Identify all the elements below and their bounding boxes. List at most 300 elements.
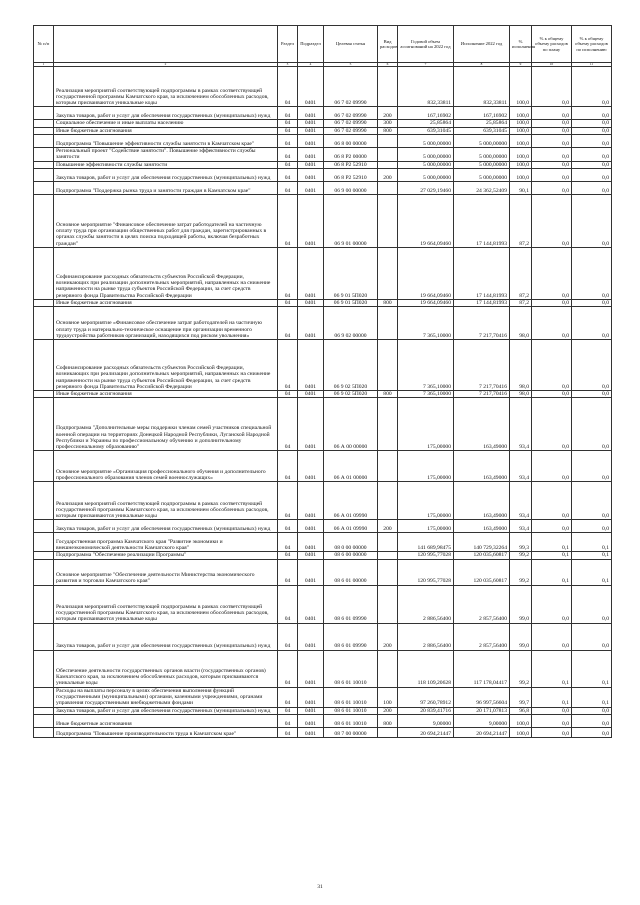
table-row bbox=[34, 120, 612, 127]
row-subsection: 0401 bbox=[298, 687, 324, 707]
row-target-article: 06 8 P2 52910 bbox=[324, 161, 378, 168]
row-target-article: 06 9 00 00000 bbox=[324, 181, 378, 194]
row-share-plan: 0,0 bbox=[532, 340, 572, 391]
row-subsection: 0401 bbox=[298, 299, 324, 306]
row-subsection: 0401 bbox=[298, 707, 324, 714]
row-subsection: 0401 bbox=[298, 181, 324, 194]
row-share-plan: 0,1 bbox=[532, 552, 572, 559]
row-expense-type: 800 bbox=[378, 714, 398, 727]
row-share-plan: 0,0 bbox=[532, 67, 572, 107]
row-expense-type bbox=[378, 650, 398, 687]
header-execution-percent: % исполнения bbox=[510, 26, 532, 63]
row-expense-type bbox=[378, 161, 398, 168]
row-execution: 163,49000 bbox=[454, 482, 510, 520]
row-number bbox=[34, 623, 54, 650]
row-execution: 167,16902 bbox=[454, 107, 510, 120]
row-section: 04 bbox=[278, 482, 298, 520]
row-subsection: 0401 bbox=[298, 161, 324, 168]
row-annual-allocation: 5 000,00000 bbox=[398, 161, 454, 168]
table-row bbox=[34, 559, 612, 585]
row-annual-allocation: 20 694,21447 bbox=[398, 727, 454, 737]
row-number bbox=[34, 120, 54, 127]
column-number: 8 bbox=[454, 63, 510, 67]
row-share-execution: 0,0 bbox=[572, 127, 612, 134]
row-subsection: 0401 bbox=[298, 559, 324, 585]
row-share-execution: 0,0 bbox=[572, 398, 612, 451]
row-section: 04 bbox=[278, 727, 298, 737]
row-share-plan: 0,0 bbox=[532, 127, 572, 134]
row-share-execution: 0,0 bbox=[572, 247, 612, 299]
table-body bbox=[34, 67, 612, 738]
row-share-plan: 0,0 bbox=[532, 307, 572, 340]
row-subsection: 0401 bbox=[298, 533, 324, 552]
page-number: 31 bbox=[317, 884, 323, 890]
row-section: 04 bbox=[278, 552, 298, 559]
row-number bbox=[34, 107, 54, 120]
row-execution-percent: 98,0 bbox=[510, 391, 532, 398]
row-share-plan: 0,0 bbox=[532, 398, 572, 451]
row-target-article: 06 А 00 00000 bbox=[324, 398, 378, 451]
table-row bbox=[34, 148, 612, 162]
row-target-article: 08 6 01 10010 bbox=[324, 687, 378, 707]
row-target-article: 06 9 01 00000 bbox=[324, 194, 378, 247]
row-execution-percent: 99,2 bbox=[510, 650, 532, 687]
row-expense-type bbox=[378, 340, 398, 391]
row-execution-percent: 87,2 bbox=[510, 299, 532, 306]
row-number bbox=[34, 148, 54, 162]
row-number bbox=[34, 127, 54, 134]
row-execution: 25,85864 bbox=[454, 120, 510, 127]
table-row bbox=[34, 391, 612, 398]
row-expense-type: 200 bbox=[378, 107, 398, 120]
row-execution: 832,33811 bbox=[454, 67, 510, 107]
row-section: 04 bbox=[278, 687, 298, 707]
row-execution: 9,00000 bbox=[454, 714, 510, 727]
row-annual-allocation: 7 365,10000 bbox=[398, 340, 454, 391]
row-number bbox=[34, 714, 54, 727]
row-section: 04 bbox=[278, 533, 298, 552]
row-section: 04 bbox=[278, 520, 298, 533]
row-expense-type: 200 bbox=[378, 707, 398, 714]
row-number bbox=[34, 451, 54, 482]
row-share-plan: 0,1 bbox=[532, 650, 572, 687]
row-share-plan: 0,0 bbox=[532, 135, 572, 148]
row-section: 04 bbox=[278, 299, 298, 306]
row-share-execution: 0,0 bbox=[572, 482, 612, 520]
table-row bbox=[34, 451, 612, 482]
row-annual-allocation: 19 664,09460 bbox=[398, 194, 454, 247]
row-execution: 163,49000 bbox=[454, 520, 510, 533]
row-execution: 163,49000 bbox=[454, 398, 510, 451]
row-share-execution: 0,0 bbox=[572, 714, 612, 727]
row-execution-percent: 99,7 bbox=[510, 687, 532, 707]
row-share-execution: 0,0 bbox=[572, 120, 612, 127]
row-subsection: 0401 bbox=[298, 482, 324, 520]
row-name: Расходы на выплаты персоналу в целях обеспечения выполнения функций государственными (муниципальными) органами, казенными учреждениями, органами управления государственными внебюджетными фондами bbox=[54, 687, 278, 707]
row-subsection: 0401 bbox=[298, 127, 324, 134]
row-share-execution: 0,0 bbox=[572, 135, 612, 148]
row-execution-percent: 96,8 bbox=[510, 707, 532, 714]
row-execution: 5 000,00000 bbox=[454, 168, 510, 181]
row-section: 04 bbox=[278, 391, 298, 398]
row-name: Подпрограмма "Повышение производительности труда в Камчатском крае" bbox=[54, 727, 278, 737]
row-subsection: 0401 bbox=[298, 107, 324, 120]
table-row bbox=[34, 623, 612, 650]
row-subsection: 0401 bbox=[298, 194, 324, 247]
row-execution-percent: 87,2 bbox=[510, 194, 532, 247]
row-target-article: 08 6 01 10010 bbox=[324, 707, 378, 714]
row-share-execution: 0,0 bbox=[572, 181, 612, 194]
row-share-plan: 0,0 bbox=[532, 120, 572, 127]
row-share-plan: 0,0 bbox=[532, 714, 572, 727]
row-execution-percent: 100,0 bbox=[510, 714, 532, 727]
row-section: 04 bbox=[278, 161, 298, 168]
row-annual-allocation: 175,00000 bbox=[398, 398, 454, 451]
row-execution-percent: 100,0 bbox=[510, 67, 532, 107]
table-row bbox=[34, 707, 612, 714]
column-number: 4 bbox=[298, 63, 324, 67]
row-target-article: 06 А 01 09990 bbox=[324, 520, 378, 533]
row-share-execution: 0,0 bbox=[572, 451, 612, 482]
row-name: Реализация мероприятий соответствующей подпрограммы в рамках соответствующей государственной программы Камчатского края, за исключением обособленных расходов, которым присваиваются уникальные коды bbox=[54, 482, 278, 520]
row-execution: 17 144,81993 bbox=[454, 194, 510, 247]
row-execution-percent: 98,0 bbox=[510, 307, 532, 340]
row-subsection: 0401 bbox=[298, 307, 324, 340]
row-section: 04 bbox=[278, 148, 298, 162]
row-execution: 117 178,04417 bbox=[454, 650, 510, 687]
row-name: Закупка товаров, работ и услуг для обеспечения государственных (муниципальных) нужд bbox=[54, 623, 278, 650]
row-section: 04 bbox=[278, 451, 298, 482]
row-annual-allocation: 167,16902 bbox=[398, 107, 454, 120]
row-execution-percent: 100,0 bbox=[510, 148, 532, 162]
row-execution: 163,49000 bbox=[454, 451, 510, 482]
header-expense-type: Вид расходов bbox=[378, 26, 398, 63]
row-name: Реализация мероприятий соответствующей подпрограммы в рамках соответствующей государственной программы Камчатского края, за исключением обособленных расходов, которым присваиваются уникальные коды bbox=[54, 67, 278, 107]
row-execution-percent: 93,4 bbox=[510, 482, 532, 520]
row-target-article: 08 6 01 09990 bbox=[324, 623, 378, 650]
row-share-execution: 0,0 bbox=[572, 391, 612, 398]
row-execution: 96 997,56604 bbox=[454, 687, 510, 707]
row-section: 04 bbox=[278, 623, 298, 650]
row-subsection: 0401 bbox=[298, 340, 324, 391]
table-row bbox=[34, 161, 612, 168]
row-execution-percent: 100,0 bbox=[510, 727, 532, 737]
row-annual-allocation: 7 365,10000 bbox=[398, 391, 454, 398]
row-expense-type: 800 bbox=[378, 127, 398, 134]
table-row bbox=[34, 194, 612, 247]
row-subsection: 0401 bbox=[298, 391, 324, 398]
row-name: Основное мероприятие «Организация профессионального обучения и дополнительного профессионального образования членов семей военнослужащих» bbox=[54, 451, 278, 482]
row-name: Обеспечение деятельности государственных органов власти (государственных органов) Камчатского края, за исключением обособленных расходов, которым присваиваются уникальные коды bbox=[54, 650, 278, 687]
row-number bbox=[34, 307, 54, 340]
row-subsection: 0401 bbox=[298, 714, 324, 727]
row-execution-percent: 98,0 bbox=[510, 340, 532, 391]
row-name: Подпрограмма "Повышение эффективности службы занятости в Камчатском крае" bbox=[54, 135, 278, 148]
row-name: Иные бюджетные ассигнования bbox=[54, 714, 278, 727]
table-row bbox=[34, 650, 612, 687]
table-row bbox=[34, 67, 612, 107]
row-share-plan: 0,0 bbox=[532, 107, 572, 120]
row-execution-percent: 93,4 bbox=[510, 398, 532, 451]
row-annual-allocation: 97 260,78912 bbox=[398, 687, 454, 707]
table-row bbox=[34, 107, 612, 120]
row-share-plan: 0,0 bbox=[532, 520, 572, 533]
row-execution: 639,31045 bbox=[454, 127, 510, 134]
row-subsection: 0401 bbox=[298, 398, 324, 451]
budget-table-sheet bbox=[33, 25, 611, 738]
header-name bbox=[54, 26, 278, 63]
table-row bbox=[34, 482, 612, 520]
row-annual-allocation: 2 886,56400 bbox=[398, 623, 454, 650]
row-share-execution: 0,0 bbox=[572, 707, 612, 714]
header-section: Раздел bbox=[278, 26, 298, 63]
row-annual-allocation: 175,00000 bbox=[398, 482, 454, 520]
row-annual-allocation: 9,00000 bbox=[398, 714, 454, 727]
row-expense-type: 800 bbox=[378, 299, 398, 306]
header-annual-allocation: Годовой объем ассигнований на 2022 год bbox=[398, 26, 454, 63]
row-share-plan: 0,0 bbox=[532, 161, 572, 168]
row-share-execution: 0,0 bbox=[572, 194, 612, 247]
row-target-article: 06 7 02 09990 bbox=[324, 120, 378, 127]
row-name: Софинансирование расходных обязательств субъектов Российской Федерации, возникающих при реализации дополнительных мероприятий, направленных на снижение напряженности на рынке труда субъектов Российской Федерации, за счет средств резервного фонда Правительства Российской Федерации bbox=[54, 247, 278, 299]
row-execution: 5 000,00000 bbox=[454, 135, 510, 148]
row-execution: 5 000,00000 bbox=[454, 148, 510, 162]
row-share-plan: 0,1 bbox=[532, 559, 572, 585]
table-row bbox=[34, 340, 612, 391]
table-row bbox=[34, 398, 612, 451]
column-number: 3 bbox=[278, 63, 298, 67]
row-target-article: 06 А 01 09990 bbox=[324, 482, 378, 520]
row-name: Иные бюджетные ассигнования bbox=[54, 299, 278, 306]
row-name: Региональный проект "Содействие занятости". Повышение эффективности службы занятости bbox=[54, 148, 278, 162]
row-name: Софинансирование расходных обязательств субъектов Российской Федерации, возникающих при реализации дополнительных мероприятий, направленных на снижение напряженности на рынке труда субъектов Российской Федерации, за счет средств резервного фонда Правительства Российской Федерации bbox=[54, 340, 278, 391]
row-share-execution: 0,1 bbox=[572, 552, 612, 559]
row-number bbox=[34, 650, 54, 687]
row-share-plan: 0,0 bbox=[532, 168, 572, 181]
row-name: Закупка товаров, работ и услуг для обеспечения государственных (муниципальных) нужд bbox=[54, 707, 278, 714]
row-share-execution: 0,0 bbox=[572, 299, 612, 306]
row-number bbox=[34, 707, 54, 714]
column-number: 5 bbox=[324, 63, 378, 67]
table-header-row bbox=[34, 26, 612, 63]
row-target-article: 08 6 01 09990 bbox=[324, 585, 378, 623]
row-share-plan: 0,0 bbox=[532, 623, 572, 650]
row-share-plan: 0,0 bbox=[532, 148, 572, 162]
row-subsection: 0401 bbox=[298, 585, 324, 623]
row-execution-percent: 93,4 bbox=[510, 520, 532, 533]
row-execution-percent: 99,3 bbox=[510, 533, 532, 552]
row-section: 04 bbox=[278, 107, 298, 120]
row-execution: 20 171,07813 bbox=[454, 707, 510, 714]
row-subsection: 0401 bbox=[298, 552, 324, 559]
row-share-execution: 0,0 bbox=[572, 168, 612, 181]
row-number bbox=[34, 482, 54, 520]
row-target-article: 08 6 01 00000 bbox=[324, 559, 378, 585]
header-subsection: Подраздел bbox=[298, 26, 324, 63]
column-number: 11 bbox=[572, 63, 612, 67]
row-number bbox=[34, 727, 54, 737]
row-execution: 7 217,70416 bbox=[454, 340, 510, 391]
row-section: 04 bbox=[278, 559, 298, 585]
row-share-plan: 0,0 bbox=[532, 585, 572, 623]
row-section: 04 bbox=[278, 585, 298, 623]
row-annual-allocation: 639,31045 bbox=[398, 127, 454, 134]
row-annual-allocation: 175,00000 bbox=[398, 451, 454, 482]
row-target-article: 08 6 01 10010 bbox=[324, 714, 378, 727]
row-share-plan: 0,0 bbox=[532, 451, 572, 482]
row-execution: 120 035,60817 bbox=[454, 559, 510, 585]
table-row bbox=[34, 127, 612, 134]
row-execution: 7 217,70416 bbox=[454, 307, 510, 340]
row-name: Закупка товаров, работ и услуг для обеспечения государственных (муниципальных) нужд bbox=[54, 107, 278, 120]
row-number bbox=[34, 299, 54, 306]
column-number: 1 bbox=[34, 63, 54, 67]
row-expense-type bbox=[378, 398, 398, 451]
column-number: 6 bbox=[378, 63, 398, 67]
row-execution: 2 857,56400 bbox=[454, 585, 510, 623]
row-name: Подпрограмма "Обеспечение реализации Программы" bbox=[54, 552, 278, 559]
row-target-article: 08 6 00 00000 bbox=[324, 552, 378, 559]
row-target-article: 06 9 02 5П020 bbox=[324, 340, 378, 391]
row-execution: 120 035,60817 bbox=[454, 552, 510, 559]
row-share-plan: 0,0 bbox=[532, 181, 572, 194]
row-target-article: 06 9 02 00000 bbox=[324, 307, 378, 340]
row-share-execution: 0,0 bbox=[572, 585, 612, 623]
row-execution: 20 694,21447 bbox=[454, 727, 510, 737]
row-expense-type bbox=[378, 552, 398, 559]
table-row bbox=[34, 714, 612, 727]
row-annual-allocation: 175,00000 bbox=[398, 520, 454, 533]
row-target-article: 06 9 01 5П020 bbox=[324, 247, 378, 299]
row-target-article: 08 0 00 00000 bbox=[324, 533, 378, 552]
row-name: Повышение эффективности службы занятости bbox=[54, 161, 278, 168]
row-name: Закупка товаров, работ и услуг для обеспечения государственных (муниципальных) нужд bbox=[54, 168, 278, 181]
row-section: 04 bbox=[278, 67, 298, 107]
row-share-plan: 0,0 bbox=[532, 299, 572, 306]
table-row bbox=[34, 585, 612, 623]
column-number: 7 bbox=[398, 63, 454, 67]
row-number bbox=[34, 559, 54, 585]
row-execution-percent: 90,1 bbox=[510, 181, 532, 194]
column-number: 2 bbox=[54, 63, 278, 67]
header-share-execution: % к общему объему расходов по исполнению bbox=[572, 26, 612, 63]
table-row bbox=[34, 168, 612, 181]
row-section: 04 bbox=[278, 307, 298, 340]
row-expense-type bbox=[378, 585, 398, 623]
row-name: Иные бюджетные ассигнования bbox=[54, 127, 278, 134]
row-annual-allocation: 2 886,56400 bbox=[398, 585, 454, 623]
row-annual-allocation: 20 839,41716 bbox=[398, 707, 454, 714]
table-row bbox=[34, 687, 612, 707]
row-expense-type: 800 bbox=[378, 391, 398, 398]
header-target-article: Целевая статья bbox=[324, 26, 378, 63]
row-execution-percent: 100,0 bbox=[510, 161, 532, 168]
row-number bbox=[34, 533, 54, 552]
row-share-execution: 0,0 bbox=[572, 520, 612, 533]
row-name: Государственная программа Камчатского края "Развитие экономики и внешнеэкономической деятельности Камчатского края" bbox=[54, 533, 278, 552]
row-number bbox=[34, 585, 54, 623]
row-target-article: 06 8 P2 52910 bbox=[324, 168, 378, 181]
row-annual-allocation: 5 000,00000 bbox=[398, 148, 454, 162]
row-target-article: 06 7 02 09990 bbox=[324, 127, 378, 134]
row-annual-allocation: 832,33811 bbox=[398, 67, 454, 107]
row-execution-percent: 100,0 bbox=[510, 107, 532, 120]
row-section: 04 bbox=[278, 168, 298, 181]
row-expense-type: 300 bbox=[378, 120, 398, 127]
row-name: Основное мероприятие «Финансовое обеспечение затрат работодателей на частичную оплату труда и материально-техническое оснащение при организации временного трудоустройства работников организаций, находящихся под риском увольнения» bbox=[54, 307, 278, 340]
row-annual-allocation: 5 000,00000 bbox=[398, 135, 454, 148]
row-execution-percent: 100,0 bbox=[510, 168, 532, 181]
row-section: 04 bbox=[278, 194, 298, 247]
row-target-article: 06 7 02 09990 bbox=[324, 107, 378, 120]
row-section: 04 bbox=[278, 707, 298, 714]
row-subsection: 0401 bbox=[298, 623, 324, 650]
row-expense-type bbox=[378, 247, 398, 299]
row-annual-allocation: 5 000,00000 bbox=[398, 168, 454, 181]
row-share-execution: 0,0 bbox=[572, 307, 612, 340]
row-execution-percent: 100,0 bbox=[510, 127, 532, 134]
row-annual-allocation: 25,85864 bbox=[398, 120, 454, 127]
row-name: Иные бюджетные ассигнования bbox=[54, 391, 278, 398]
row-execution: 5 000,00000 bbox=[454, 161, 510, 168]
row-target-article: 06 А 01 00000 bbox=[324, 451, 378, 482]
row-share-plan: 0,0 bbox=[532, 247, 572, 299]
row-share-execution: 0,0 bbox=[572, 340, 612, 391]
row-share-plan: 0,0 bbox=[532, 391, 572, 398]
row-section: 04 bbox=[278, 714, 298, 727]
row-share-execution: 0,0 bbox=[572, 148, 612, 162]
row-expense-type: 200 bbox=[378, 168, 398, 181]
row-expense-type: 200 bbox=[378, 623, 398, 650]
row-execution-percent: 87,2 bbox=[510, 247, 532, 299]
table-row bbox=[34, 181, 612, 194]
row-expense-type bbox=[378, 194, 398, 247]
row-expense-type bbox=[378, 148, 398, 162]
row-expense-type bbox=[378, 451, 398, 482]
row-share-plan: 0,0 bbox=[532, 194, 572, 247]
row-target-article: 06 9 01 5П020 bbox=[324, 299, 378, 306]
row-expense-type bbox=[378, 67, 398, 107]
row-expense-type bbox=[378, 559, 398, 585]
row-subsection: 0401 bbox=[298, 148, 324, 162]
row-number bbox=[34, 181, 54, 194]
row-number bbox=[34, 168, 54, 181]
row-subsection: 0401 bbox=[298, 120, 324, 127]
row-number bbox=[34, 687, 54, 707]
row-subsection: 0401 bbox=[298, 247, 324, 299]
row-name: Подпрограмма "Поддержка рынка труда и занятости граждан в Камчатском крае" bbox=[54, 181, 278, 194]
row-name: Социальное обеспечение и иные выплаты населению bbox=[54, 120, 278, 127]
row-name: Закупка товаров, работ и услуг для обеспечения государственных (муниципальных) нужд bbox=[54, 520, 278, 533]
row-share-plan: 0,1 bbox=[532, 687, 572, 707]
row-expense-type bbox=[378, 135, 398, 148]
row-execution-percent: 99,2 bbox=[510, 559, 532, 585]
row-section: 04 bbox=[278, 340, 298, 391]
row-share-execution: 0,0 bbox=[572, 727, 612, 737]
row-execution-percent: 99,0 bbox=[510, 585, 532, 623]
row-section: 04 bbox=[278, 181, 298, 194]
row-section: 04 bbox=[278, 120, 298, 127]
row-annual-allocation: 19 664,09460 bbox=[398, 299, 454, 306]
column-number: 10 bbox=[532, 63, 572, 67]
row-execution: 7 217,70416 bbox=[454, 391, 510, 398]
row-share-execution: 0,1 bbox=[572, 650, 612, 687]
row-execution: 2 857,56400 bbox=[454, 623, 510, 650]
row-section: 04 bbox=[278, 135, 298, 148]
row-number bbox=[34, 135, 54, 148]
row-execution: 17 144,81993 bbox=[454, 247, 510, 299]
row-number bbox=[34, 247, 54, 299]
